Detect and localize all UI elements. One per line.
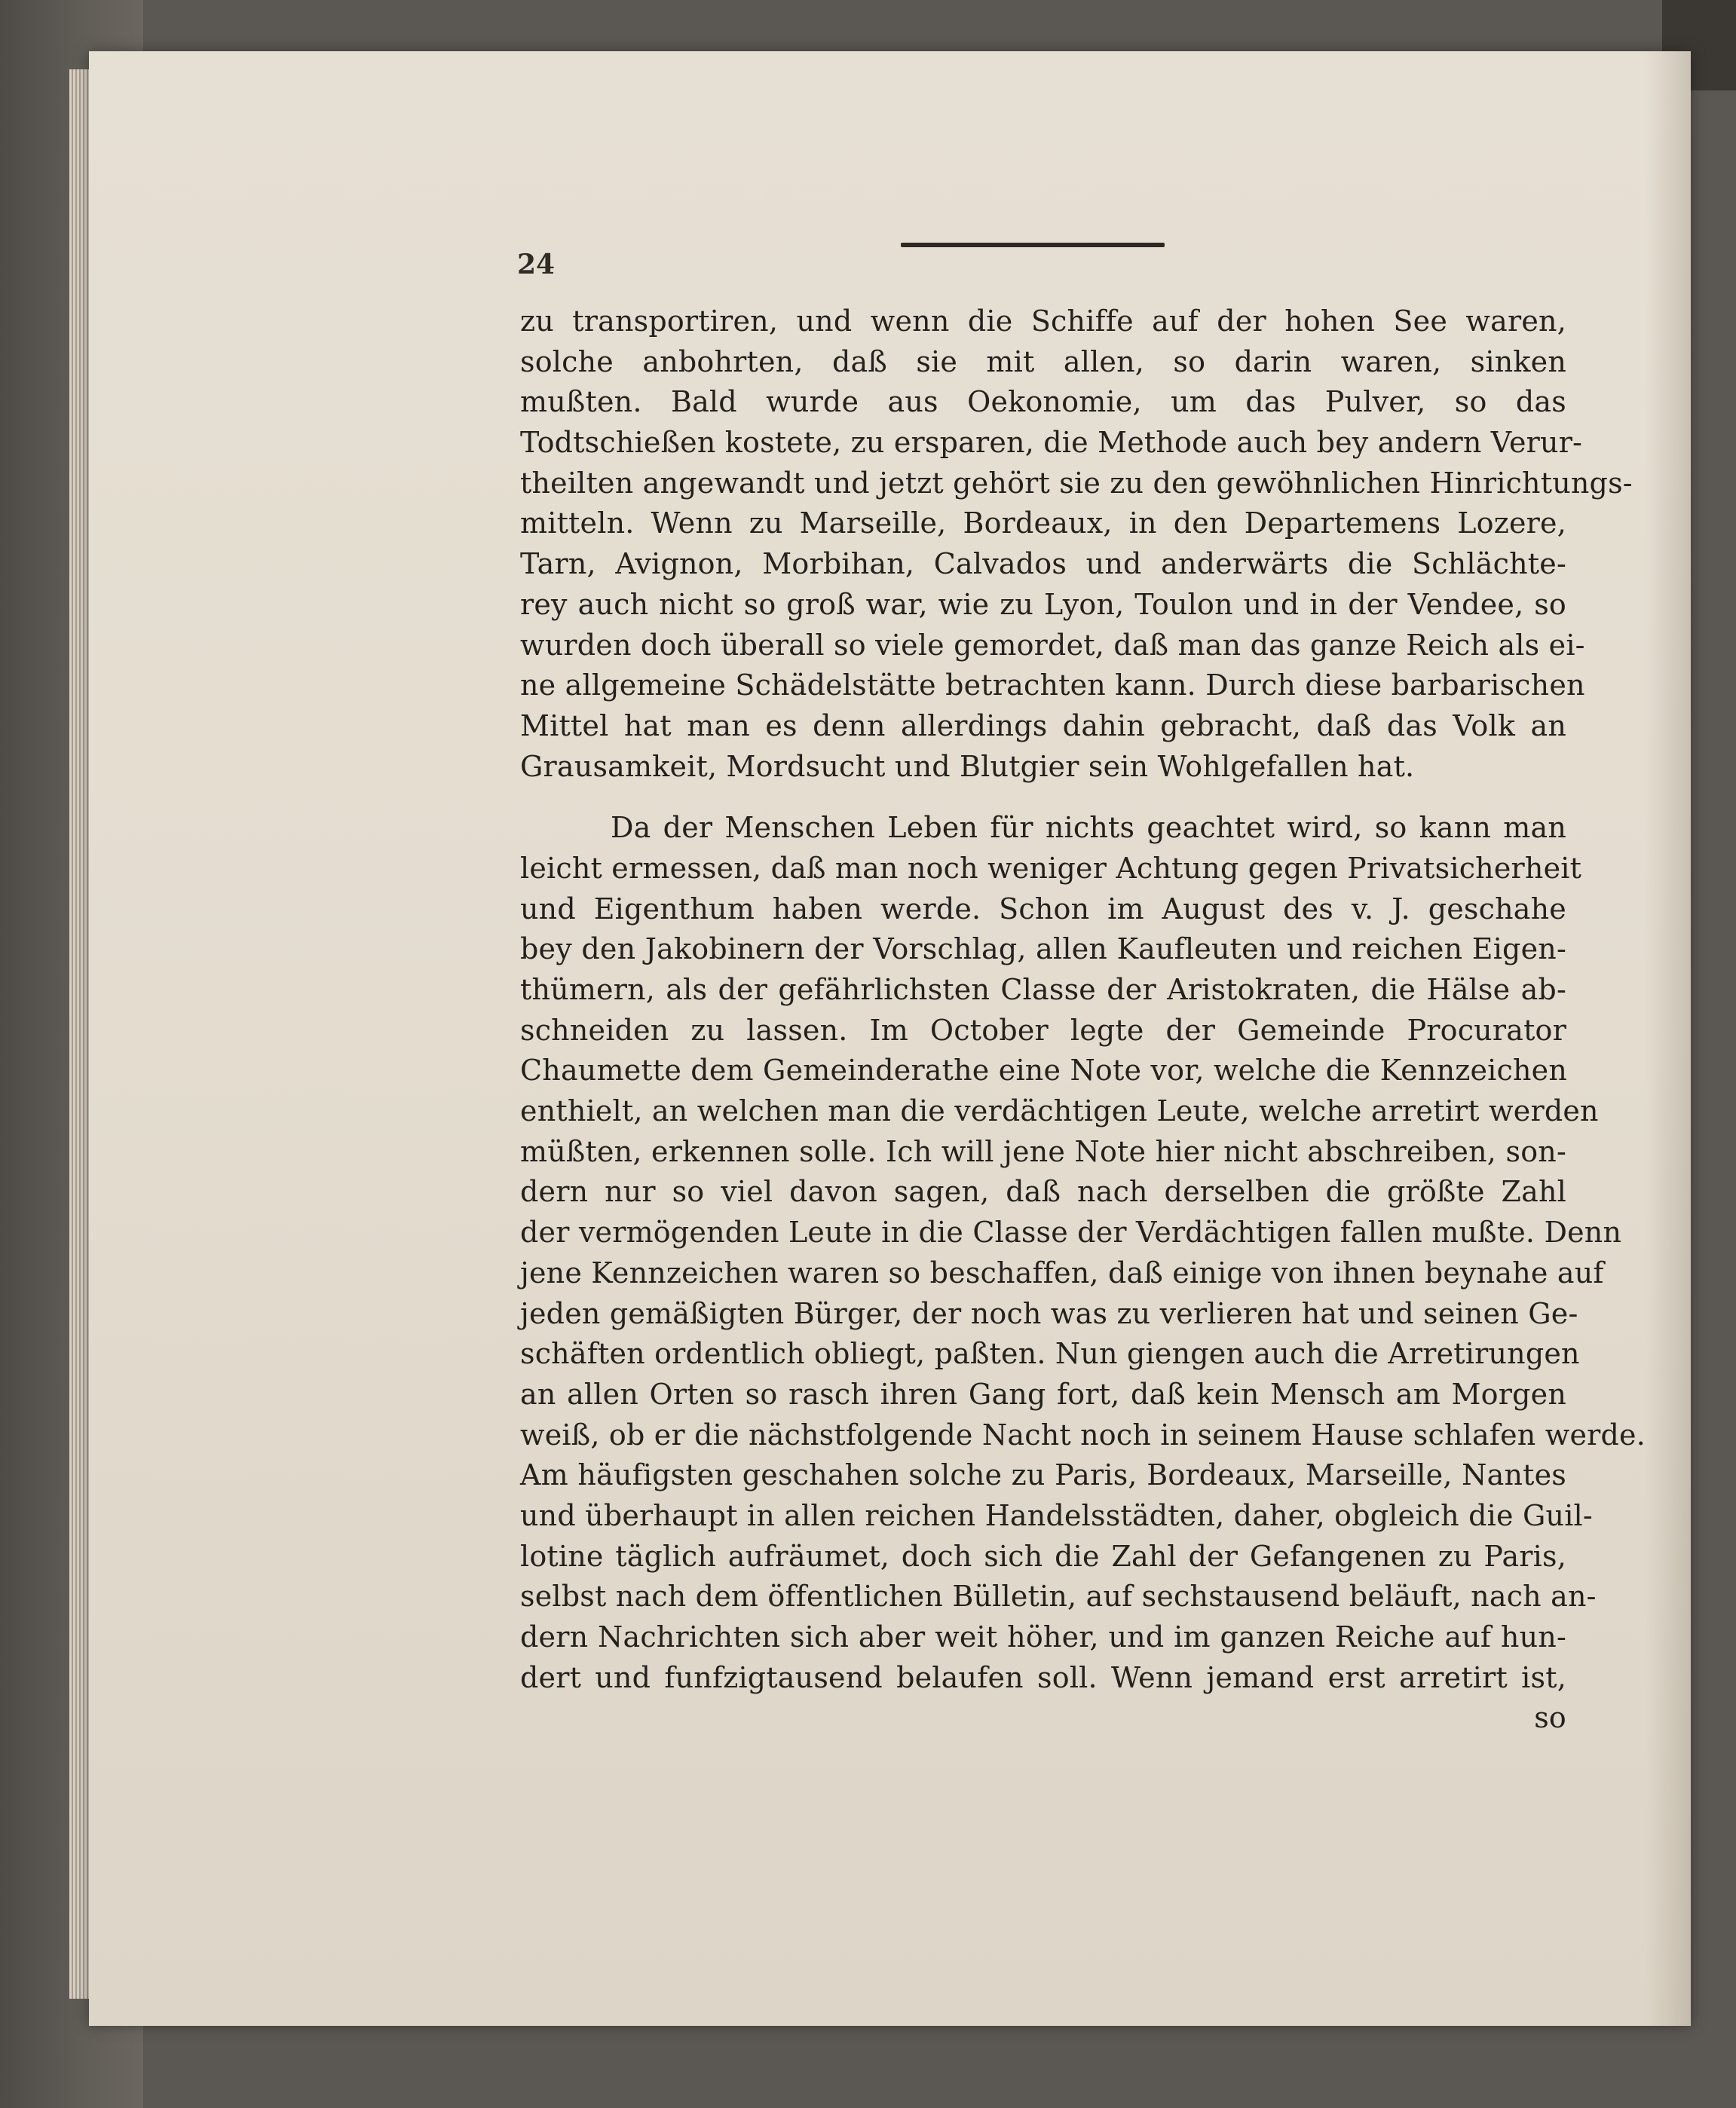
- text-line: und Eigenthum haben werde. Schon im August des v. J. geschahe: [520, 892, 1566, 926]
- text-line: Tarn, Avignon, Morbihan, Calvados und anderwärts die Schlächte-: [520, 547, 1566, 581]
- text-line: und überhaupt in allen reichen Handelsstädten, daher, obgleich die Guil-: [520, 1498, 1593, 1532]
- text-line: schäften ordentlich obliegt, paßten. Nun giengen auch die Arretirungen: [520, 1337, 1580, 1371]
- text-line: bey den Jakobinern der Vorschlag, allen Kaufleuten und reichen Eigen-: [520, 932, 1566, 966]
- text-line: dert und funfzigtausend belaufen soll. Wenn jemand erst arretirt ist,: [520, 1660, 1566, 1694]
- text-line: mitteln. Wenn zu Marseille, Bordeaux, in den Departemens Lozere,: [520, 506, 1566, 540]
- text-line: wurden doch überall so viele gemordet, daß man das ganze Reich als ei-: [520, 628, 1585, 662]
- text-line: solche anbohrten, daß sie mit allen, so darin waren, sinken: [520, 344, 1566, 378]
- text-line: zu transportiren, und wenn die Schiffe auf der hohen See waren,: [520, 304, 1566, 338]
- text-line: ne allgemeine Schädelstätte betrachten kann. Durch diese barbarischen: [520, 669, 1585, 702]
- text-line: Mittel hat man es denn allerdings dahin gebracht, daß das Volk an: [520, 708, 1566, 742]
- text-line: leicht ermessen, daß man noch weniger Achtung gegen Privatsicherheit: [520, 851, 1582, 885]
- text-line: thümern, als der gefährlichsten Classe der Aristokraten, die Hälse ab-: [520, 973, 1566, 1006]
- text-line: der vermögenden Leute in die Classe der Verdächtigen fallen mußte. Denn: [520, 1216, 1622, 1250]
- text-line: müßten, erkennen solle. Ich will jene Note hier nicht abschreiben, son-: [520, 1134, 1566, 1168]
- text-line: Chaumette dem Gemeinderathe eine Note vor, welche die Kennzeichen: [520, 1054, 1568, 1088]
- text-line: an allen Orten so rasch ihren Gang fort, daß kein Mensch am Morgen: [520, 1377, 1566, 1411]
- page-number: 24: [517, 249, 556, 280]
- text-line: dern nur so viel davon sagen, daß nach derselben die größte Zahl: [520, 1175, 1566, 1209]
- text-line: selbst nach dem öffentlichen Bülletin, auf sechstausend beläuft, nach an-: [520, 1580, 1597, 1614]
- catchword: so: [1534, 1701, 1566, 1735]
- header-rule: [901, 243, 1165, 247]
- text-line: Todtschießen kostete, zu ersparen, die Methode auch bey andern Verur-: [520, 426, 1583, 460]
- body-text: [520, 301, 1646, 1739]
- text-line: theilten angewandt und jetzt gehört sie zu den gewöhnlichen Hinrichtungs-: [520, 466, 1633, 500]
- text-line: Grausamkeit, Mordsucht und Blutgier sein Wohlgefallen hat.: [520, 749, 1415, 783]
- text-line: Da der Menschen Leben für nichts geachtet wird, so kann man: [611, 811, 1566, 845]
- text-line: enthielt, an welchen man die verdächtigen Leute, welche arretirt werden: [520, 1094, 1599, 1128]
- text-line: weiß, ob er die nächstfolgende Nacht noch in seinem Hause schlafen werde.: [520, 1418, 1646, 1452]
- text-line: dern Nachrichten sich aber weit höher, und im ganzen Reiche auf hun-: [520, 1620, 1566, 1654]
- text-line: lotine täglich aufräumet, doch sich die Zahl der Gefangenen zu Paris,: [520, 1539, 1566, 1573]
- text-line: rey auch nicht so groß war, wie zu Lyon, Toulon und in der Vendee, so: [520, 587, 1566, 621]
- text-line: jene Kennzeichen waren so beschaffen, daß einige von ihnen beynahe auf: [520, 1256, 1604, 1290]
- paragraph-gap: [520, 787, 1566, 808]
- page-fold-shadow: [1646, 51, 1691, 2026]
- text-line: jeden gemäßigten Bürger, der noch was zu verlieren hat und seinen Ge-: [520, 1296, 1578, 1330]
- text-line: Am häufigsten geschahen solche zu Paris, Bordeaux, Marseille, Nantes: [520, 1458, 1566, 1492]
- text-line: schneiden zu lassen. Im October legte der Gemeinde Procurator: [520, 1013, 1566, 1047]
- text-line: mußten. Bald wurde aus Oekonomie, um das Pulver, so das: [520, 385, 1566, 419]
